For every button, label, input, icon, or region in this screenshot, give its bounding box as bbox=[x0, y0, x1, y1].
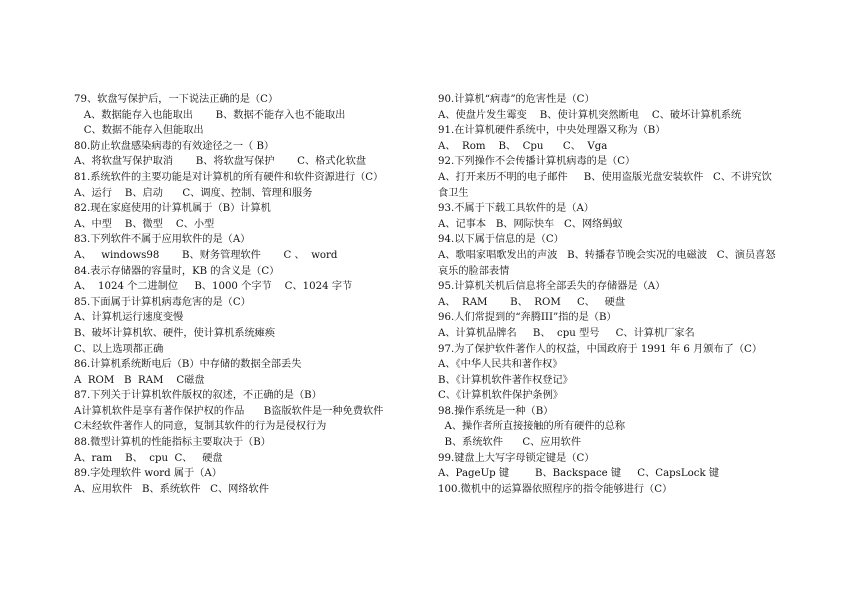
text-line: B、破坏计算机软、硬件，使计算机系统瘫痪 bbox=[74, 327, 276, 339]
text-line: C、《计算机软件保护条例》 bbox=[438, 390, 563, 402]
text-line: C、以上选项都正确 bbox=[74, 343, 164, 355]
text-line: A、数据能存入也能取出 B、数据不能存入也不能取出 bbox=[74, 109, 346, 121]
text-line: 81.系统软件的主要功能是对计算机的所有硬件和软件资源进行（C） bbox=[74, 171, 384, 183]
text-line: A ROM B RAM C磁盘 bbox=[74, 374, 205, 386]
text-line: 食卫生 bbox=[438, 187, 469, 199]
right-column bbox=[438, 92, 798, 497]
text-line: A、ram B、 cpu C、 硬盘 bbox=[74, 452, 223, 464]
text-line: A、应用软件 B、系统软件 C、网络软件 bbox=[74, 483, 269, 495]
text-line: A计算机软件是享有著作保护权的作品 B盗版软件是一种免费软件 bbox=[74, 405, 384, 417]
text-line: 90.计算机“病毒”的危害性是（C） bbox=[438, 94, 595, 105]
left-column bbox=[74, 92, 434, 497]
text-line: C未经软件著作人的同意，复制其软件的行为是侵权行为 bbox=[74, 421, 327, 433]
text-line: 89.字处理软件 word 属于（A） bbox=[74, 468, 222, 480]
text-line: A、计算机运行速度变慢 bbox=[74, 312, 184, 324]
text-line: A、 windows98 B、财务管理软件 C 、 word bbox=[74, 249, 338, 261]
text-line: 哀乐的脸部表情 bbox=[438, 265, 510, 277]
text-line: A、歌唱家唱歌发出的声波 B、转播春节晚会实况的电磁波 C、演员喜怒 bbox=[438, 249, 776, 261]
text-line: A、《中华人民共和著作权》 bbox=[438, 359, 563, 371]
text-line: 86.计算机系统断电后（B）中存储的数据全部丢失 bbox=[74, 359, 302, 371]
text-line: A、计算机品牌名 B、 cpu 型号 C、计算机厂家名 bbox=[438, 327, 695, 339]
text-line: 94.以下属于信息的是（C） bbox=[438, 234, 564, 246]
text-line: 83.下列软件不属于应用软件的是（A） bbox=[74, 234, 251, 246]
text-line: B、系统软件 C、应用软件 bbox=[438, 437, 582, 449]
text-line: 85.下面属于计算机病毒危害的是（C） bbox=[74, 296, 251, 308]
text-line: A、操作者所直接接触的所有硬件的总称 bbox=[438, 421, 626, 433]
text-line: 92.下列操作不会传播计算机病毒的是（C） bbox=[438, 156, 636, 168]
text-line: 100.微机中的运算器依照程序的指令能够进行（C） bbox=[438, 483, 673, 495]
text-line: 87.下列关于计算机软件版权的叙述，不正确的是（B） bbox=[74, 390, 322, 402]
text-line: 95.计算机关机后信息将全部丢失的存储器是（A） bbox=[438, 281, 666, 293]
text-line: 82.现在家庭使用的计算机属于（B）计算机 bbox=[74, 203, 271, 215]
text-line: 88.微型计算机的性能指标主要取决于（B） bbox=[74, 437, 271, 449]
text-line: 79、软盘写保护后，一下说法正确的是（C） bbox=[74, 94, 279, 105]
text-line: A、 RAM B、 ROM C、 硬盘 bbox=[438, 296, 626, 308]
text-line: 96.人们常提到的“奔腾III”指的是（B） bbox=[438, 312, 617, 324]
text-line: 91.在计算机硬件系统中，中央处理器又称为（B） bbox=[438, 125, 666, 137]
text-line: 98.操作系统是一种（B） bbox=[438, 405, 554, 417]
text-line: 93.不属于下载工具软件的是（A） bbox=[438, 203, 594, 215]
text-line: A、记事本 B、网际快车 C、网络蚂蚁 bbox=[438, 218, 623, 230]
text-line: A、使盘片发生霉变 B、使计算机突然断电 C、破坏计算机系统 bbox=[438, 109, 742, 121]
text-line: A、PageUp 键 B、Backspace 键 C、CapsLock 键 bbox=[438, 468, 720, 480]
text-line: A、 1024 个二进制位 B、1000 个字节 C、1024 字节 bbox=[74, 281, 353, 293]
text-line: B、《计算机软件著作权登记》 bbox=[438, 374, 573, 386]
text-line: 99.键盘上大写字母锁定键是（C） bbox=[438, 452, 595, 464]
text-line: 80.防止软盘感染病毒的有效途径之一（ B） bbox=[74, 140, 275, 152]
text-line: 97.为了保护软件著作人的权益，中国政府于 1991 年 6 月颁布了（C） bbox=[438, 343, 763, 355]
text-line: 84.表示存储器的容量时，KB 的含义是（C） bbox=[74, 265, 280, 277]
text-line: A、 Rom B、 Cpu C、 Vga bbox=[438, 140, 608, 152]
text-line: A、运行 B、启动 C、调度、控制、管理和服务 bbox=[74, 187, 313, 199]
text-line: C、数据不能存入但能取出 bbox=[74, 125, 204, 137]
text-line: A、中型 B、微型 C、小型 bbox=[74, 218, 215, 230]
text-line: A、打开来历不明的电子邮件 B、使用盗版光盘安装软件 C、不讲究饮 bbox=[438, 171, 772, 183]
text-line: A、将软盘写保护取消 B、将软盘写保护 C、格式化软盘 bbox=[74, 156, 367, 168]
